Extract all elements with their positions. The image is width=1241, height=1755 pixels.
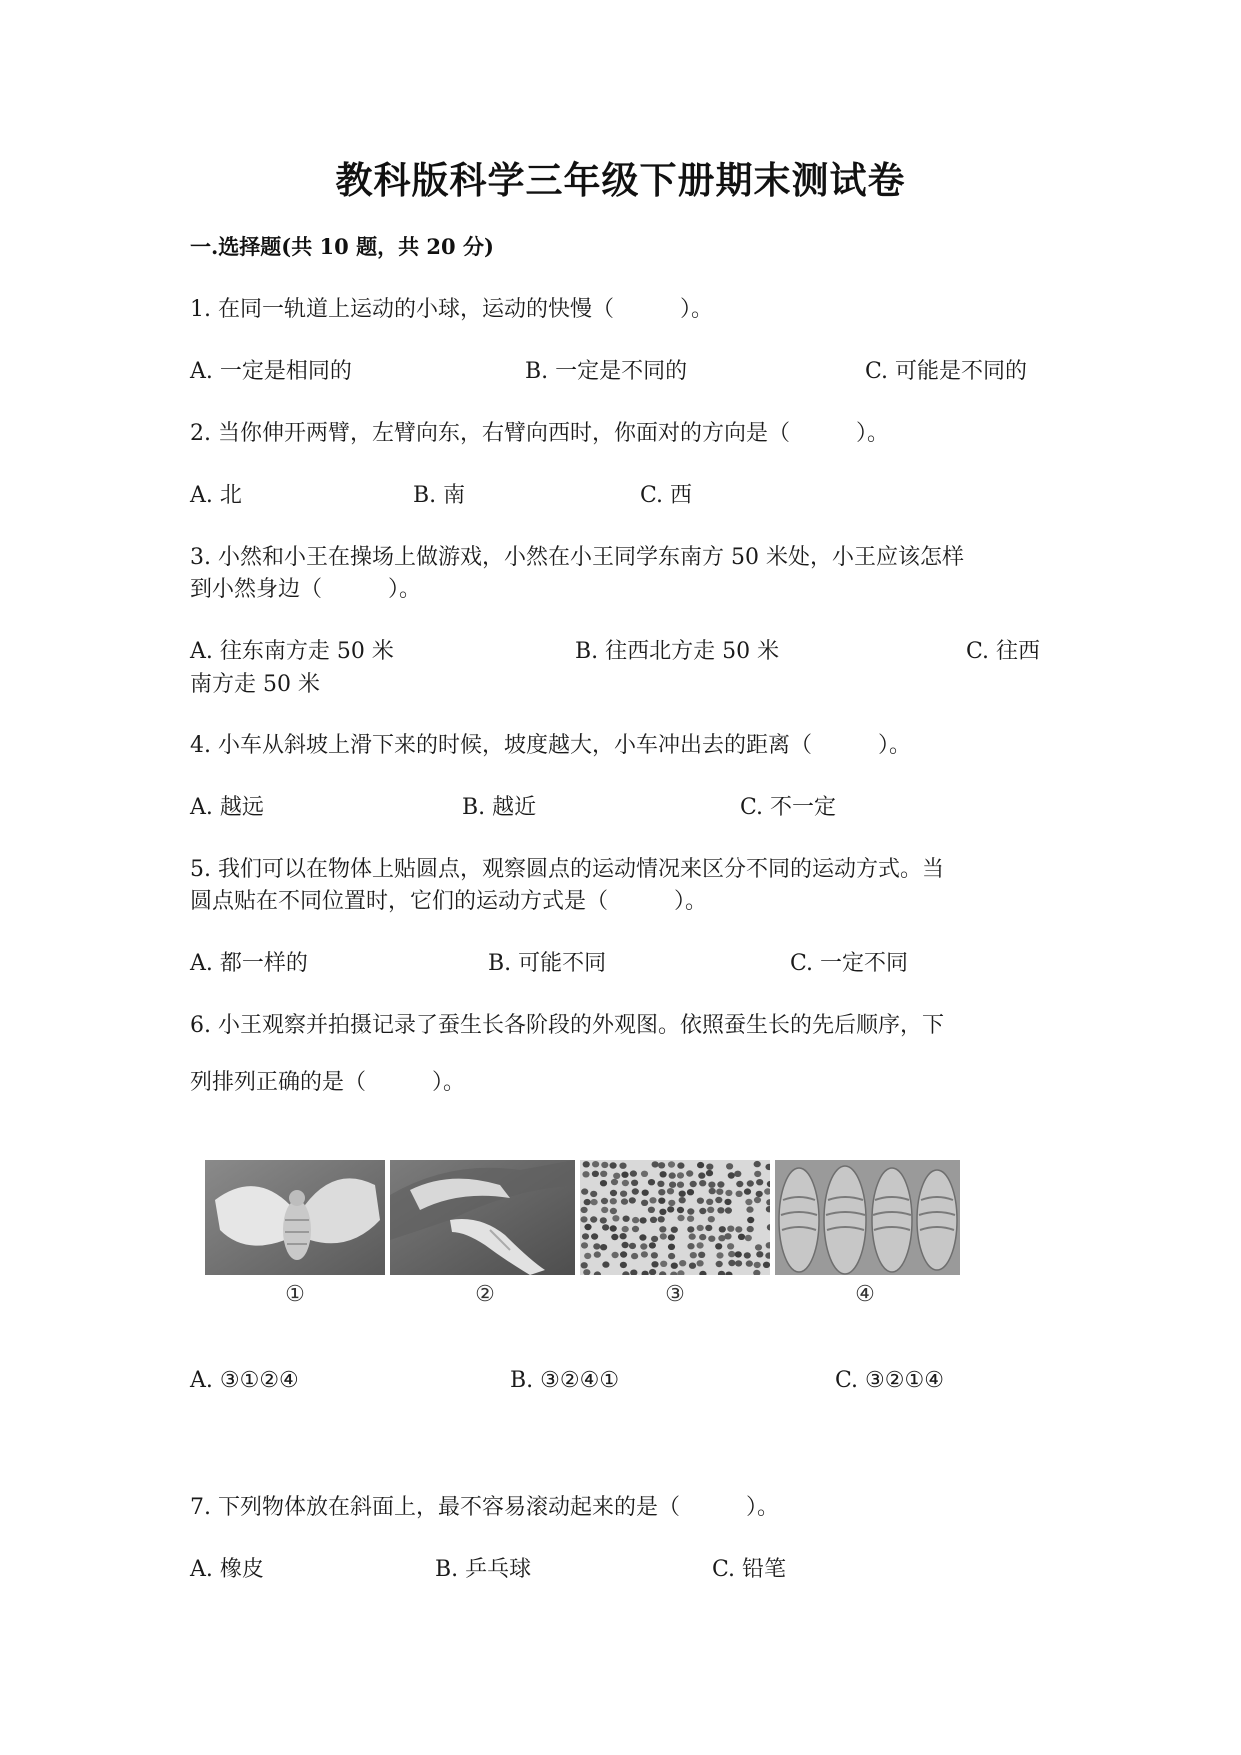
question-4-option-a[interactable]: A. 越远	[190, 795, 264, 820]
question-2-option-c[interactable]: C. 西	[640, 483, 693, 508]
question-6-option-a[interactable]: A. ③①②④	[190, 1368, 299, 1393]
question-3-option-a[interactable]: A. 往东南方走 50 米	[190, 639, 394, 664]
question-2-stem: 2. 当你伸开两臂，左臂向东，右臂向西时，你面对的方向是（ ）。	[190, 421, 889, 446]
question-2-option-a[interactable]: A. 北	[190, 483, 242, 508]
question-6-option-c[interactable]: C. ③②①④	[835, 1368, 944, 1393]
question-5-stem-line1: 5. 我们可以在物体上贴圆点，观察圆点的运动情况来区分不同的运动方式。当	[190, 857, 944, 882]
silkworm-larva-photo	[390, 1160, 575, 1275]
question-1-stem: 1. 在同一轨道上运动的小球，运动的快慢（ ）。	[190, 297, 713, 322]
caption-3: ③	[665, 1282, 685, 1307]
question-5-stem-line2: 圆点贴在不同位置时，它们的运动方式是（ ）。	[190, 889, 708, 914]
question-3-stem-line1: 3. 小然和小王在操场上做游戏，小然在小王同学东南方 50 米处，小王应该怎样	[190, 545, 964, 570]
question-5-option-b[interactable]: B. 可能不同	[488, 951, 607, 976]
caption-4: ④	[855, 1282, 875, 1307]
section-heading: 一.选择题(共 10 题，共 20 分)	[190, 234, 494, 259]
question-7-option-c[interactable]: C. 铅笔	[712, 1557, 787, 1582]
question-1-option-a[interactable]: A. 一定是相同的	[190, 359, 352, 384]
question-3-option-c-continued: 南方走 50 米	[190, 672, 320, 697]
question-7-option-a[interactable]: A. 橡皮	[190, 1557, 264, 1582]
page-title: 教科版科学三年级下册期末测试卷	[335, 158, 906, 202]
silkworm-pupa-photo	[775, 1160, 960, 1275]
silkworm-eggs-photo	[580, 1160, 770, 1275]
question-4-option-c[interactable]: C. 不一定	[740, 795, 837, 820]
question-1-option-b[interactable]: B. 一定是不同的	[525, 359, 688, 384]
question-6-stem-line2: 列排列正确的是（ ）。	[190, 1070, 466, 1095]
question-5-option-a[interactable]: A. 都一样的	[190, 951, 308, 976]
caption-1: ①	[285, 1282, 305, 1307]
silkworm-stages-figure	[205, 1160, 965, 1310]
caption-2: ②	[475, 1282, 495, 1307]
question-7-option-b[interactable]: B. 乒乓球	[435, 1557, 532, 1582]
question-4-option-b[interactable]: B. 越近	[462, 795, 537, 820]
question-5-option-c[interactable]: C. 一定不同	[790, 951, 909, 976]
question-2-option-b[interactable]: B. 南	[413, 483, 466, 508]
question-3-option-c[interactable]: C. 往西	[966, 639, 1041, 664]
question-6-stem-line1: 6. 小王观察并拍摄记录了蚕生长各阶段的外观图。依照蚕生长的先后顺序，下	[190, 1013, 944, 1038]
silkworm-moth-photo	[205, 1160, 385, 1275]
question-7-stem: 7. 下列物体放在斜面上，最不容易滚动起来的是（ ）。	[190, 1495, 779, 1520]
question-3-stem-line2: 到小然身边（ ）。	[190, 577, 422, 602]
question-4-stem: 4. 小车从斜坡上滑下来的时候，坡度越大，小车冲出去的距离（ ）。	[190, 733, 911, 758]
question-1-option-c[interactable]: C. 可能是不同的	[865, 359, 1028, 384]
question-3-option-b[interactable]: B. 往西北方走 50 米	[575, 639, 780, 664]
question-6-option-b[interactable]: B. ③②④①	[510, 1368, 620, 1393]
